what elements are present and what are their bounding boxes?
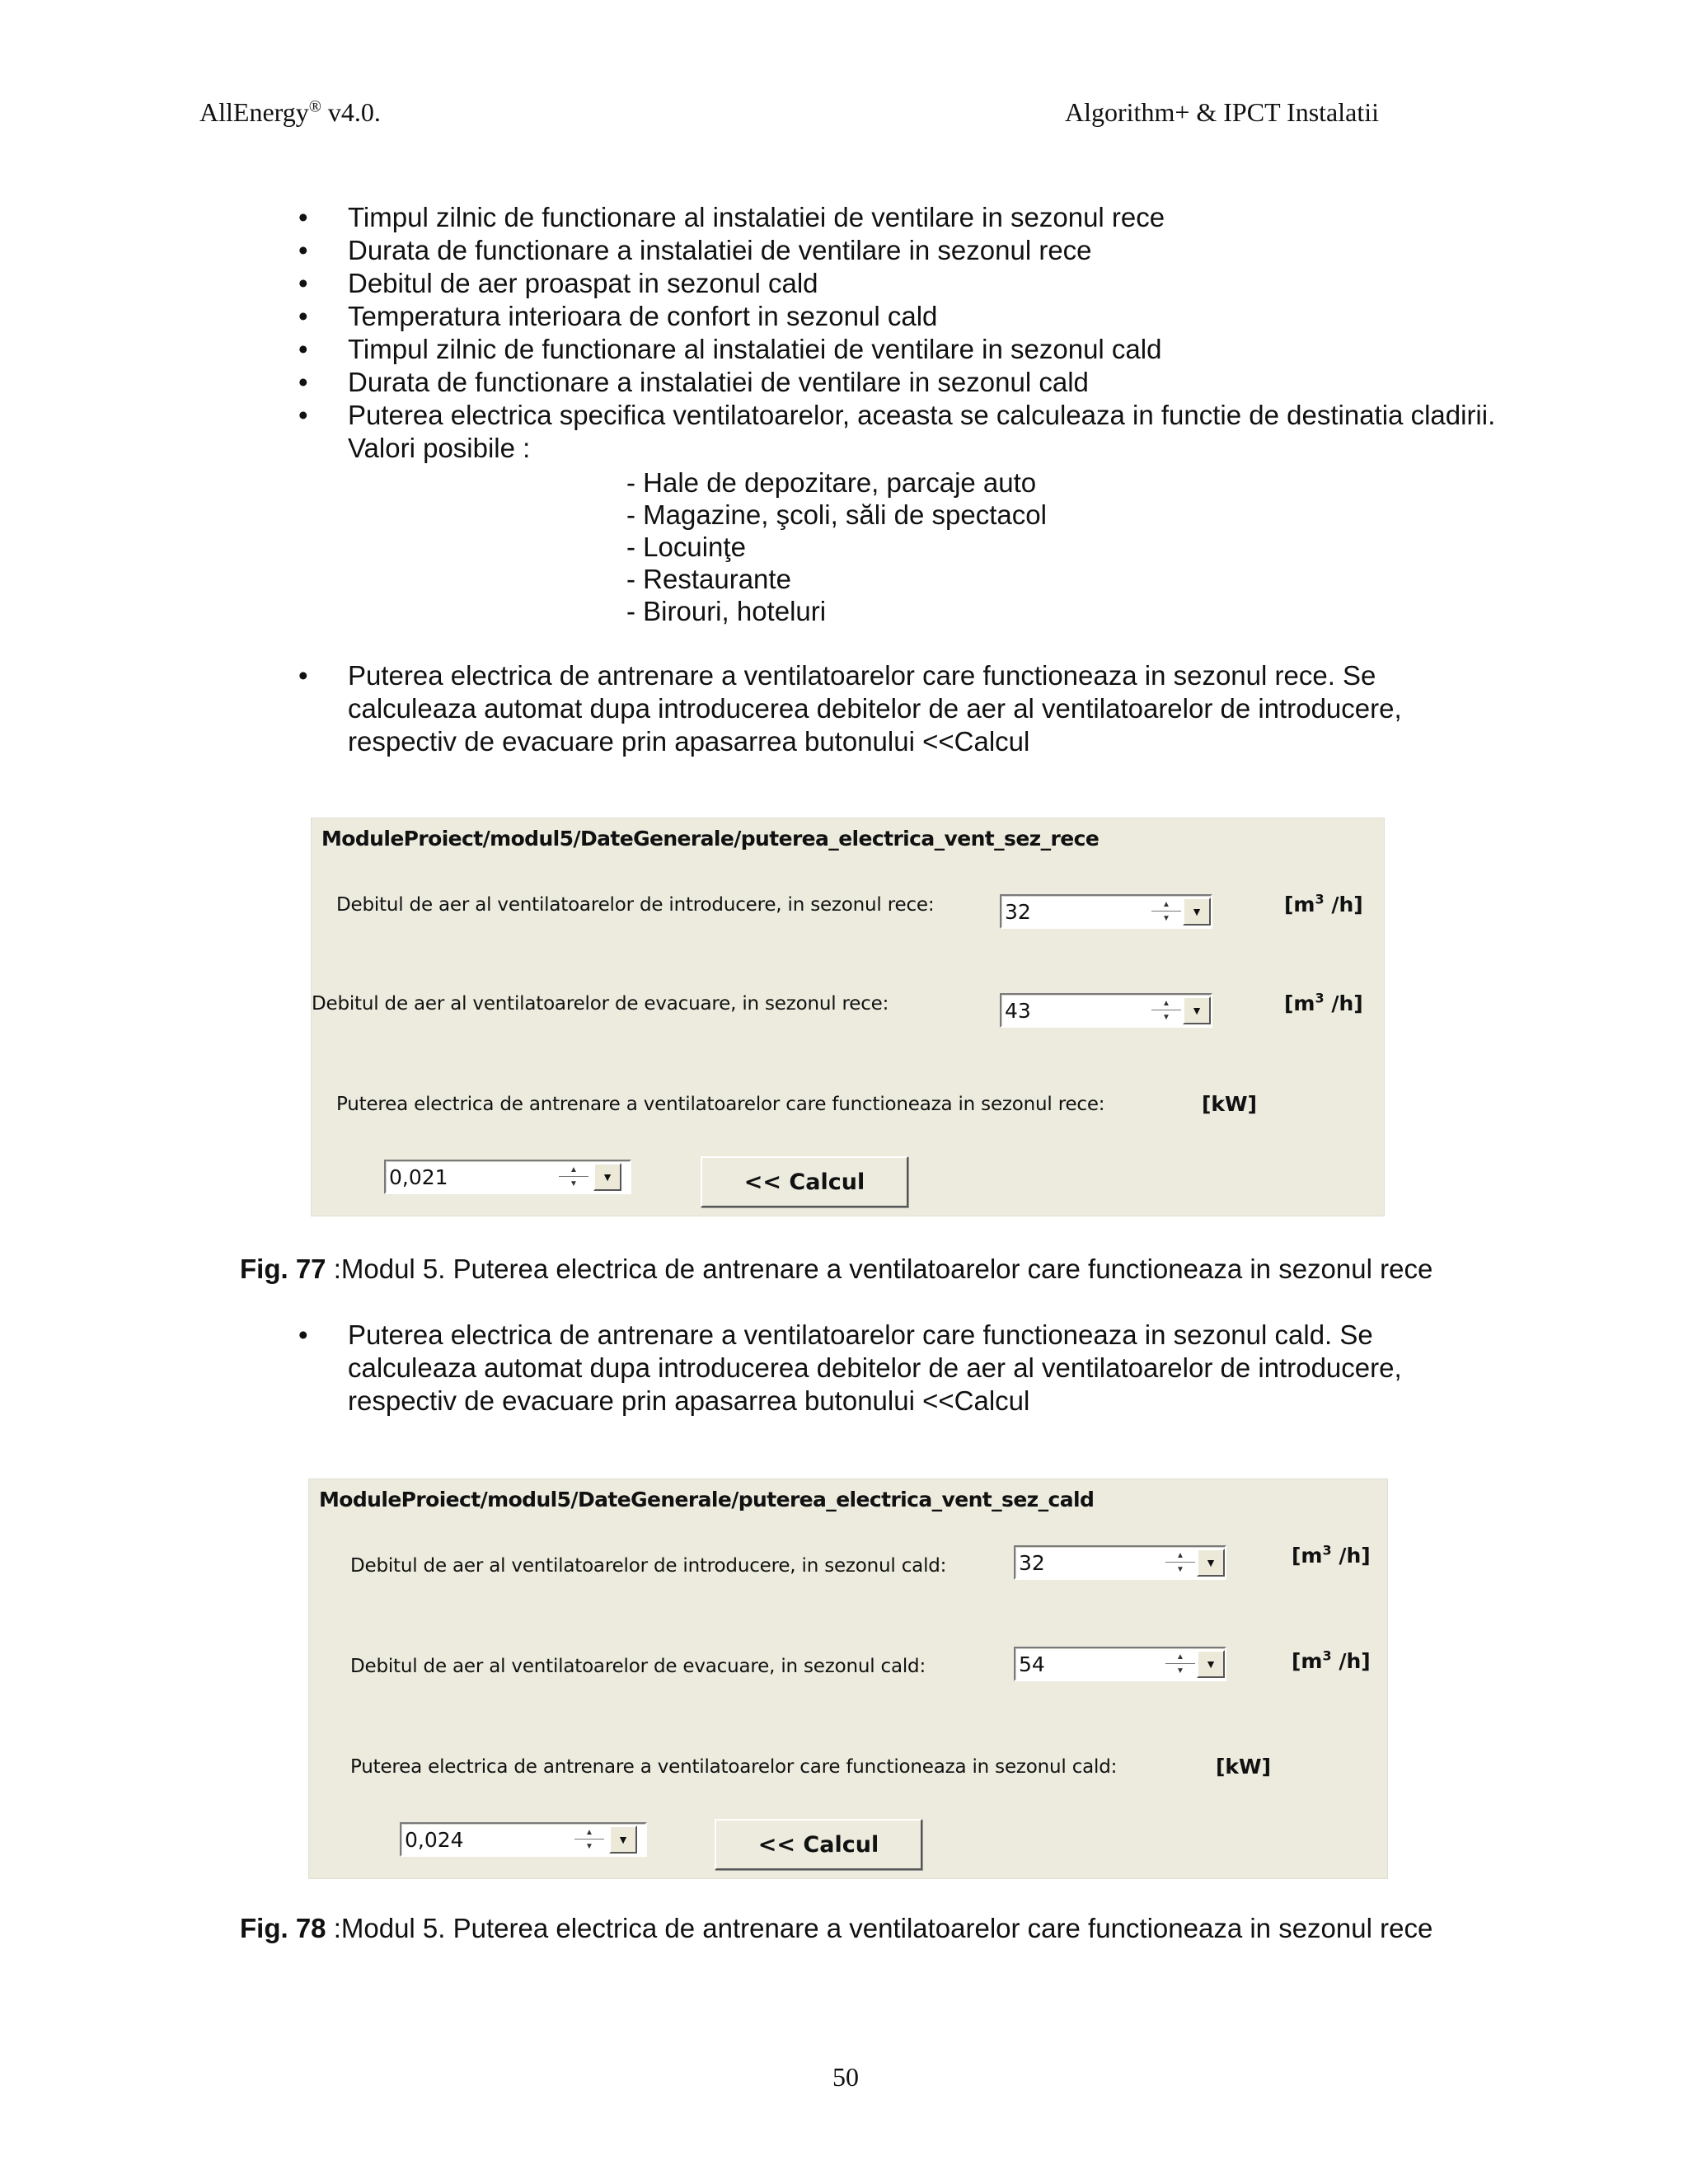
bullet-icon: • bbox=[298, 235, 308, 265]
chevron-down-icon[interactable]: ▼ bbox=[1183, 996, 1211, 1024]
evac-flow-input[interactable] bbox=[1019, 1652, 1167, 1676]
power-input[interactable] bbox=[405, 1828, 553, 1852]
spin-up-icon[interactable]: ▲ bbox=[1165, 1651, 1195, 1664]
page-header-left bbox=[199, 97, 381, 128]
figure-caption: Fig. 77 :Modul 5. Puterea electrica de antrenare a ventilatoarelor care functioneaza in sezonul rece bbox=[240, 1254, 1433, 1284]
power-unit: [kW] bbox=[1202, 1092, 1258, 1116]
spinner[interactable] bbox=[1151, 997, 1181, 1024]
power-unit: [kW] bbox=[1216, 1755, 1272, 1779]
flow-unit: [$m^3$ /h] bbox=[1292, 1542, 1371, 1568]
spin-up-icon[interactable]: ▲ bbox=[1151, 898, 1181, 912]
chevron-down-icon[interactable]: ▼ bbox=[1197, 1650, 1225, 1678]
spin-down-icon[interactable]: ▼ bbox=[570, 1179, 578, 1188]
section-cald-description bbox=[298, 1319, 1502, 1418]
chevron-down-icon[interactable]: ▼ bbox=[593, 1163, 621, 1191]
dialog-panel-cald bbox=[308, 1479, 1388, 1879]
evac-flow-input[interactable] bbox=[1005, 999, 1153, 1023]
flow-unit: [$m^3$ /h] bbox=[1284, 891, 1363, 916]
chevron-down-icon[interactable]: ▼ bbox=[1183, 898, 1211, 926]
list-item: • Timpul zilnic de functionare al instalatiei de ventilare in sezonul rece bbox=[298, 202, 1165, 232]
spin-up-icon[interactable]: ▲ bbox=[574, 1826, 604, 1840]
list-item: • Durata de functionare a instalatiei de ventilare in sezonul cald bbox=[298, 367, 1089, 397]
dialog-panel-rece bbox=[311, 818, 1385, 1216]
bullet-icon: • bbox=[298, 202, 308, 232]
product-name: AllEnergy bbox=[199, 97, 309, 127]
intro-flow-input[interactable] bbox=[1005, 900, 1153, 924]
power-label: Puterea electrica de antrenare a ventilatoarelor care functioneaza in sezonul rece: bbox=[336, 1094, 1105, 1115]
spin-down-icon[interactable]: ▼ bbox=[1176, 1666, 1184, 1675]
parameter-list bbox=[298, 201, 1502, 465]
bullet-icon: • bbox=[298, 367, 308, 397]
power-input[interactable] bbox=[389, 1165, 537, 1189]
bullet-icon: • bbox=[298, 334, 308, 364]
evac-flow-label: Debitul de aer al ventilatoarelor de evacuare, in sezonul rece: bbox=[312, 993, 889, 1015]
panel-title: ModuleProiect/modul5/DateGenerale/puterea_electrica_vent_sez_rece bbox=[321, 827, 1100, 851]
intro-flow-combo[interactable] bbox=[1014, 1545, 1226, 1580]
intro-flow-label: Debitul de aer al ventilatoarelor de introducere, in sezonul rece: bbox=[336, 894, 935, 916]
product-version: v4.0. bbox=[321, 97, 381, 127]
chevron-down-icon[interactable]: ▼ bbox=[609, 1825, 637, 1854]
spin-down-icon[interactable]: ▼ bbox=[585, 1841, 593, 1851]
list-item: • Durata de functionare a instalatiei de ventilare in sezonul rece bbox=[298, 235, 1092, 265]
evac-flow-combo[interactable] bbox=[1014, 1647, 1226, 1681]
intro-flow-input[interactable] bbox=[1019, 1551, 1167, 1575]
spin-up-icon[interactable]: ▲ bbox=[559, 1164, 588, 1177]
registered-mark: ® bbox=[308, 97, 321, 116]
list-item: • Puterea electrica specifica ventilatoarelor, aceasta se calculeaza in functie de destinatia cladirii. Valori posibile : bbox=[298, 400, 1496, 463]
list-item: • Timpul zilnic de functionare al instalatiei de ventilare in sezonul cald bbox=[298, 334, 1162, 364]
spin-down-icon[interactable]: ▼ bbox=[1162, 913, 1170, 923]
intro-flow-label: Debitul de aer al ventilatoarelor de introducere, in sezonul cald: bbox=[350, 1555, 947, 1577]
list-item: • Puterea electrica de antrenare a ventilatoarelor care functioneaza in sezonul rece. Se calculeaza automat dupa introducerea debitelor de aer al ventilatoarelor de introducere, respectiv de evacuare prin apasarrea butonului <<Calcul bbox=[298, 660, 1402, 757]
list-item: • Puterea electrica de antrenare a ventilatoarelor care functioneaza in sezonul cald. Se calculeaza automat dupa introducerea debitelor de aer al ventilatoarelor de introducere, respectiv de evacuare prin apasarrea butonului <<Calcul bbox=[298, 1319, 1402, 1416]
bullet-icon: • bbox=[298, 268, 308, 298]
calcul-button[interactable]: << Calcul bbox=[701, 1156, 908, 1207]
possible-values-list bbox=[626, 466, 1047, 627]
spinner[interactable] bbox=[1151, 898, 1181, 925]
chevron-down-icon[interactable]: ▼ bbox=[1197, 1549, 1225, 1577]
list-item: - Locuinţe bbox=[626, 532, 746, 562]
evac-flow-combo[interactable] bbox=[1000, 993, 1212, 1028]
spinner[interactable] bbox=[574, 1826, 604, 1853]
bullet-icon: • bbox=[298, 400, 308, 430]
intro-flow-combo[interactable] bbox=[1000, 894, 1212, 929]
list-item: - Restaurante bbox=[626, 564, 791, 594]
list-item: - Hale de depozitare, parcaje auto bbox=[626, 467, 1037, 498]
calcul-button[interactable]: << Calcul bbox=[715, 1819, 922, 1870]
figure-number: Fig. 78 bbox=[240, 1913, 326, 1943]
spinner[interactable] bbox=[559, 1164, 588, 1190]
bullet-icon: • bbox=[298, 660, 308, 691]
list-item: • Temperatura interioara de confort in sezonul cald bbox=[298, 301, 938, 331]
section-rece-description bbox=[298, 659, 1502, 758]
page-header-right: Algorithm+ & IPCT Instalatii bbox=[1065, 97, 1379, 127]
figure-caption: Fig. 78 :Modul 5. Puterea electrica de antrenare a ventilatoarelor care functioneaza in sezonul rece bbox=[240, 1913, 1433, 1943]
spin-up-icon[interactable]: ▲ bbox=[1165, 1549, 1195, 1563]
power-combo[interactable] bbox=[400, 1822, 647, 1857]
spinner[interactable] bbox=[1165, 1549, 1195, 1576]
power-combo[interactable] bbox=[384, 1160, 631, 1194]
evac-flow-label: Debitul de aer al ventilatoarelor de evacuare, in sezonul cald: bbox=[350, 1656, 926, 1677]
list-item: - Magazine, şcoli, săli de spectacol bbox=[626, 499, 1047, 530]
flow-unit: [$m^3$ /h] bbox=[1292, 1647, 1371, 1673]
spin-down-icon[interactable]: ▼ bbox=[1176, 1564, 1184, 1574]
panel-title: ModuleProiect/modul5/DateGenerale/puterea_electrica_vent_sez_cald bbox=[319, 1488, 1095, 1511]
list-item: - Birouri, hoteluri bbox=[626, 596, 827, 626]
bullet-icon: • bbox=[298, 301, 308, 331]
spin-up-icon[interactable]: ▲ bbox=[1151, 997, 1181, 1010]
bullet-icon: • bbox=[298, 1319, 308, 1350]
figure-number: Fig. 77 bbox=[240, 1254, 326, 1284]
spinner[interactable] bbox=[1165, 1651, 1195, 1677]
list-item: • Debitul de aer proaspat in sezonul cald bbox=[298, 268, 818, 298]
spin-down-icon[interactable]: ▼ bbox=[1162, 1012, 1170, 1022]
flow-unit: [$m^3$ /h] bbox=[1284, 990, 1363, 1015]
page-number: 50 bbox=[832, 2062, 859, 2092]
power-label: Puterea electrica de antrenare a ventilatoarelor care functioneaza in sezonul cald: bbox=[350, 1756, 1118, 1778]
